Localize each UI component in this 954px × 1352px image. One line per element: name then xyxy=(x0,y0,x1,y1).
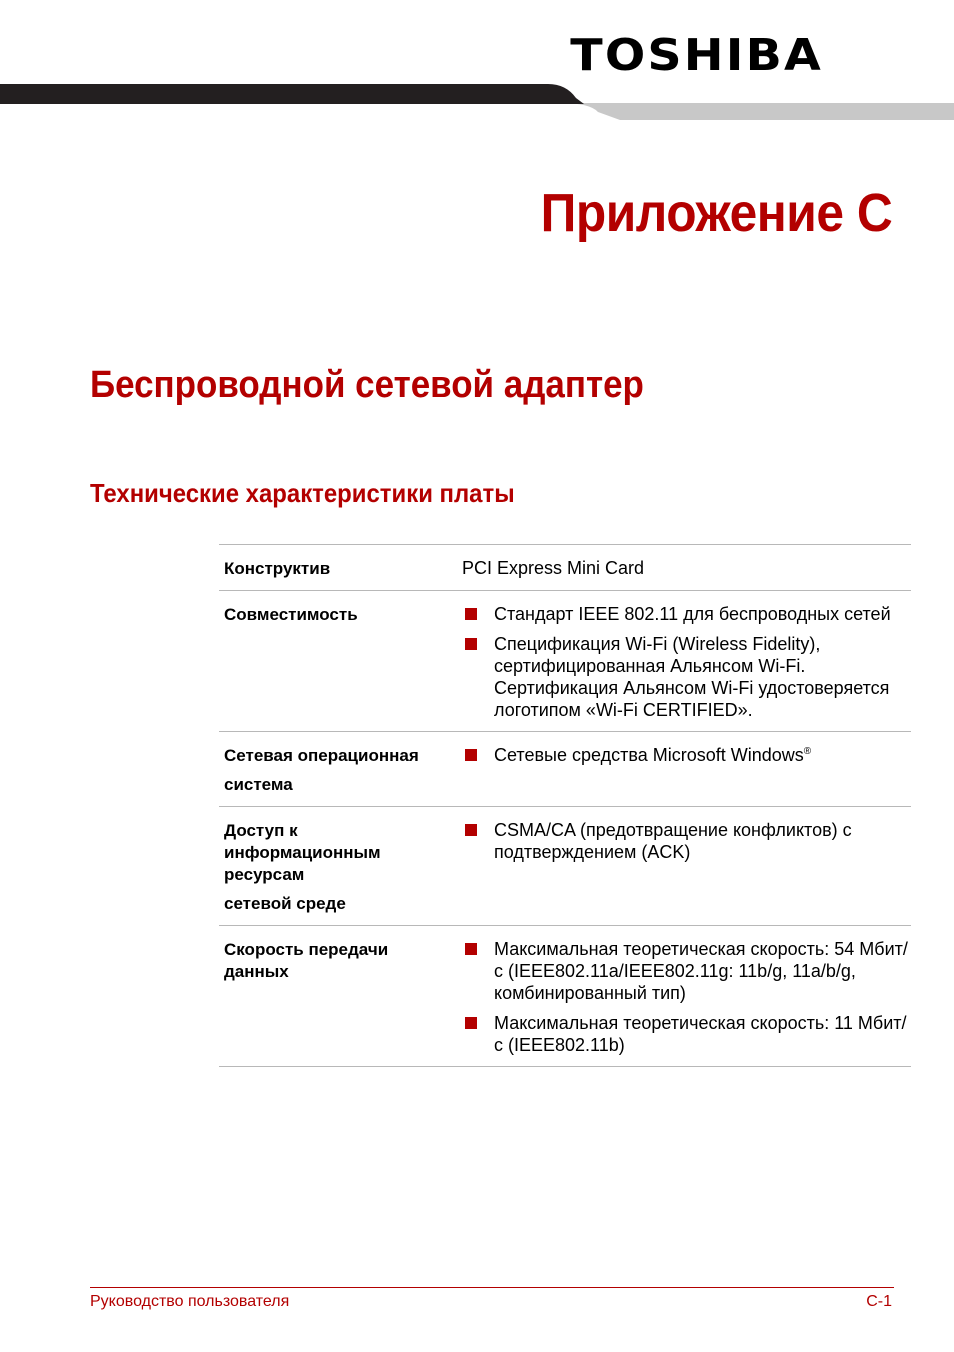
spec-label-line: сетевой среде xyxy=(224,894,346,913)
square-bullet-icon xyxy=(465,943,477,955)
header-band-light xyxy=(560,103,954,120)
bullet-text xyxy=(494,938,911,1004)
spec-row xyxy=(219,545,911,591)
spec-label-line: система xyxy=(224,775,293,794)
chapter-title: Приложение C xyxy=(540,183,892,243)
spec-table xyxy=(219,544,911,1067)
bullet-text xyxy=(494,603,911,625)
spec-row xyxy=(219,807,911,926)
square-bullet-icon xyxy=(465,608,477,620)
bullet-list xyxy=(462,819,911,863)
registered-mark: ® xyxy=(803,746,812,757)
spec-label-line: Доступ к информационным ресурсам xyxy=(224,821,381,884)
spec-row xyxy=(219,732,911,807)
spec-label-line: Совместимость xyxy=(224,605,358,624)
bullet-text-content: Стандарт IEEE 802.11 для беспроводных сетей xyxy=(494,604,891,624)
bullet-text xyxy=(494,633,911,721)
spec-label xyxy=(219,807,457,926)
bullet-text xyxy=(494,1012,911,1056)
subsection-title: Технические характеристики платы xyxy=(90,478,515,508)
spec-value xyxy=(457,591,911,732)
bullet-text-content: CSMA/CA (предотвращение конфликтов) с подтверждением (ACK) xyxy=(494,820,852,862)
footer-manual-title: Руководство пользователя xyxy=(90,1293,290,1310)
bullet-item xyxy=(462,603,911,625)
bullet-text-content: Максимальная теоретическая скорость: 54 Мбит/с (IEEE802.11a/IEEE802.11g: 11b/g, 11a/b/g, комбинированный тип) xyxy=(494,939,908,1003)
section-title: Беспроводной сетевой адаптер xyxy=(90,364,644,406)
square-bullet-icon xyxy=(465,749,477,761)
footer-rule xyxy=(90,1287,894,1288)
spec-row xyxy=(219,926,911,1067)
spec-label-line: Скорость передачи данных xyxy=(224,940,389,981)
spec-label xyxy=(219,926,457,1067)
spec-label xyxy=(219,732,457,807)
spec-label xyxy=(219,545,457,591)
spec-value xyxy=(457,545,911,591)
bullet-text xyxy=(494,744,911,766)
spec-label-line: Сетевая операционная xyxy=(224,746,419,765)
square-bullet-icon xyxy=(465,638,477,650)
footer-page-number: C-1 xyxy=(866,1293,892,1310)
spec-label-line: Конструктив xyxy=(224,559,331,578)
bullet-text xyxy=(494,819,911,863)
bullet-list xyxy=(462,938,911,1056)
spec-row xyxy=(219,591,911,732)
spec-value xyxy=(457,807,911,926)
spec-value xyxy=(457,732,911,807)
spec-value-text: PCI Express Mini Card xyxy=(462,558,645,578)
spec-value xyxy=(457,926,911,1067)
bullet-item xyxy=(462,1012,911,1056)
spec-table-body xyxy=(219,545,911,1067)
square-bullet-icon xyxy=(465,1017,477,1029)
bullet-text-content: Сетевые средства Microsoft Windows xyxy=(494,745,804,765)
bullet-item xyxy=(462,819,911,863)
bullet-item xyxy=(462,633,911,721)
bullet-item xyxy=(462,938,911,1004)
header-band xyxy=(0,84,954,124)
square-bullet-icon xyxy=(465,824,477,836)
bullet-list xyxy=(462,603,911,721)
spec-label xyxy=(219,591,457,732)
header-band-dark xyxy=(0,84,584,104)
toshiba-logo: TOSHIBA xyxy=(570,30,823,81)
bullet-text-content: Спецификация Wi-Fi (Wireless Fidelity), сертифицированная Альянсом Wi-Fi. Сертификация Альянсом Wi-Fi удостоверяется логотипом «Wi-Fi CERTIFIED». xyxy=(494,634,890,720)
bullet-list xyxy=(462,744,911,766)
bullet-text-content: Максимальная теоретическая скорость: 11 Мбит/с (IEEE802.11b) xyxy=(494,1013,907,1055)
bullet-item xyxy=(462,744,911,766)
